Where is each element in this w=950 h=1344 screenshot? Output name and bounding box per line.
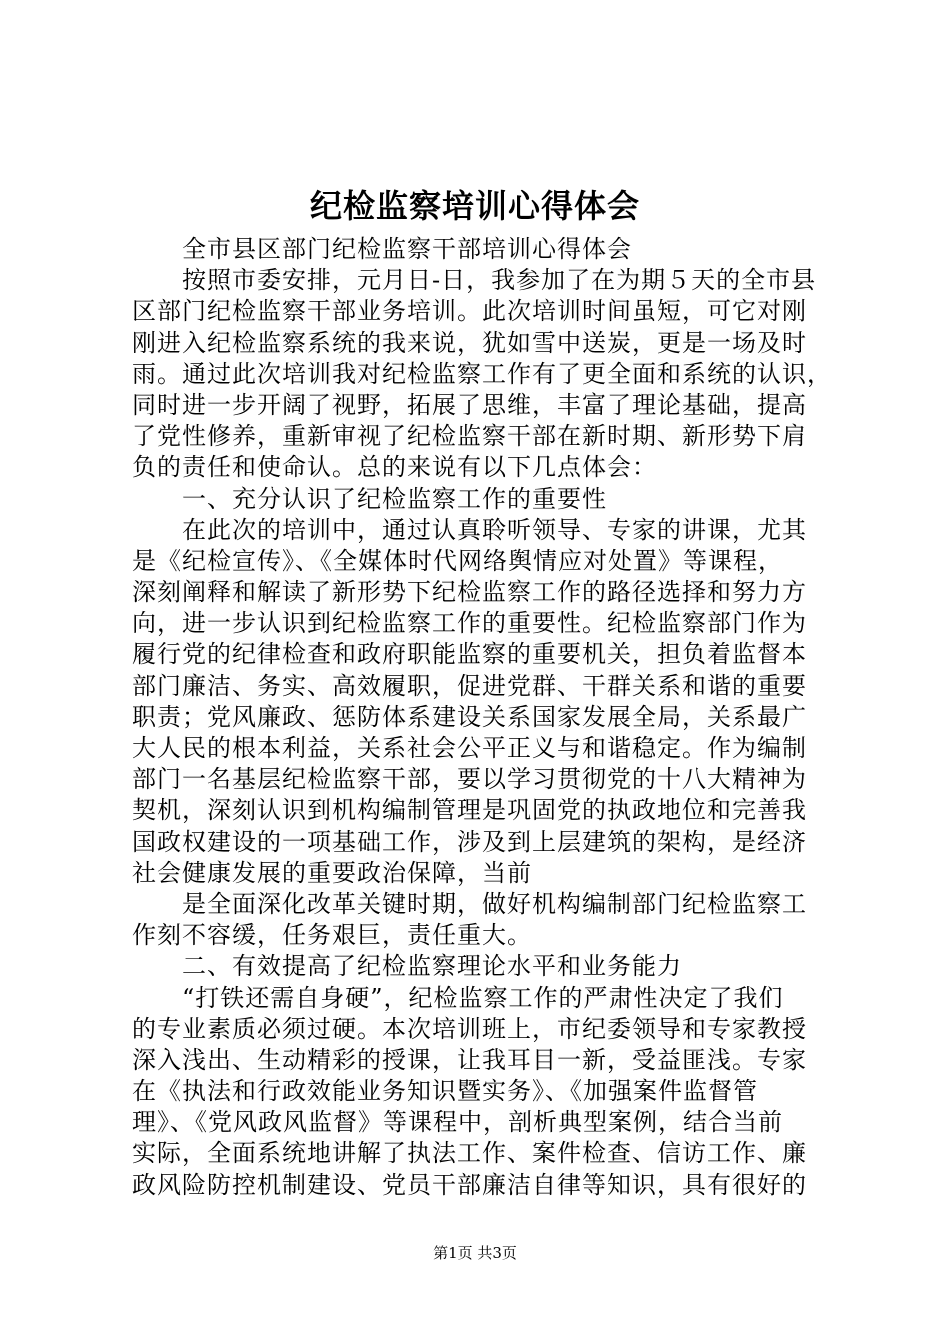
- text-line: 了党性修养，重新审视了纪检监察干部在新时期、新形势下肩: [132, 422, 807, 451]
- text-line: 区部门纪检监察干部业务培训。此次培训时间虽短，可它对刚: [132, 297, 807, 326]
- text-line: 深刻阐释和解读了新形势下纪检监察工作的路径选择和努力方: [132, 578, 807, 607]
- text-line: 大人民的根本利益，关系社会公平正义与和谐稳定。作为编制: [132, 734, 807, 762]
- text-line: 负的责任和使命认。总的来说有以下几点体会：: [132, 453, 657, 482]
- text-line: 是《纪检宣传》、《全媒体时代网络舆情应对处置》等课程，: [132, 546, 783, 575]
- text-line: 二、有效提高了纪检监察理论水平和业务能力: [182, 952, 682, 981]
- text-line: 作刻不容缓，任务艰巨，责任重大。: [132, 921, 532, 950]
- text-line: 按照市委安排，元月日-日，我参加了在为期５天的全市县: [182, 266, 817, 295]
- text-line: 部门一名基层纪检监察干部，要以学习贯彻党的十八大精神为: [132, 765, 807, 794]
- page-title: 纪检监察培训心得体会: [309, 187, 640, 225]
- text-line: 职责；党风廉政、惩防体系建设关系国家发展全局，关系最广: [132, 702, 807, 731]
- text-line: 理》、《党风政风监督》等课程中，剖析典型案例，结合当前: [132, 1108, 783, 1137]
- text-line: 实际，全面系统地讲解了执法工作、案件检查、信访工作、廉: [132, 1139, 807, 1168]
- text-line: “打铁还需自身硬”，纪检监察工作的严肃性决定了我们: [182, 983, 784, 1012]
- text-line: 的专业素质必须过硬。本次培训班上，市纪委领导和专家教授: [132, 1014, 807, 1043]
- text-line: 契机，深刻认识到机构编制管理是巩固党的执政地位和完善我: [132, 796, 807, 825]
- text-line: 全市县区部门纪检监察干部培训心得体会: [182, 235, 632, 263]
- text-line: 社会健康发展的重要政治保障，当前: [132, 858, 532, 887]
- text-line: 深入浅出、生动精彩的授课，让我耳目一新，受益匪浅。专家: [132, 1045, 807, 1074]
- text-line: 在《执法和行政效能业务知识暨实务》、《加强案件监督管: [132, 1077, 758, 1106]
- document-body: [132, 234, 844, 1201]
- text-line: 雨。通过此次培训我对纪检监察工作有了更全面和系统的认识，: [132, 359, 832, 388]
- text-line: 向，进一步认识到纪检监察工作的重要性。纪检监察部门作为: [132, 609, 807, 638]
- text-line: 刚进入纪检监察系统的我来说，犹如雪中送炭，更是一场及时: [132, 328, 807, 357]
- text-line: 同时进一步开阔了视野，拓展了思维，丰富了理论基础，提高: [132, 390, 807, 419]
- text-line: 是全面深化改革关键时期，做好机构编制部门纪检监察工: [182, 889, 807, 918]
- text-line: 国政权建设的一项基础工作，涉及到上层建筑的架构，是经济: [132, 827, 807, 856]
- text-line: 部门廉洁、务实、高效履职，促进党群、干群关系和谐的重要: [132, 671, 807, 700]
- text-line: 履行党的纪律检查和政府职能监察的重要机关，担负着监督本: [132, 640, 807, 669]
- text-line: 一、充分认识了纪检监察工作的重要性: [182, 484, 607, 513]
- page-footer: 第1页 共3页: [433, 1244, 517, 1262]
- text-line: 在此次的培训中，通过认真聆听领导、专家的讲课，尤其: [182, 515, 807, 544]
- text-line: 政风险防控机制建设、党员干部廉洁自律等知识，具有很好的: [132, 1170, 807, 1199]
